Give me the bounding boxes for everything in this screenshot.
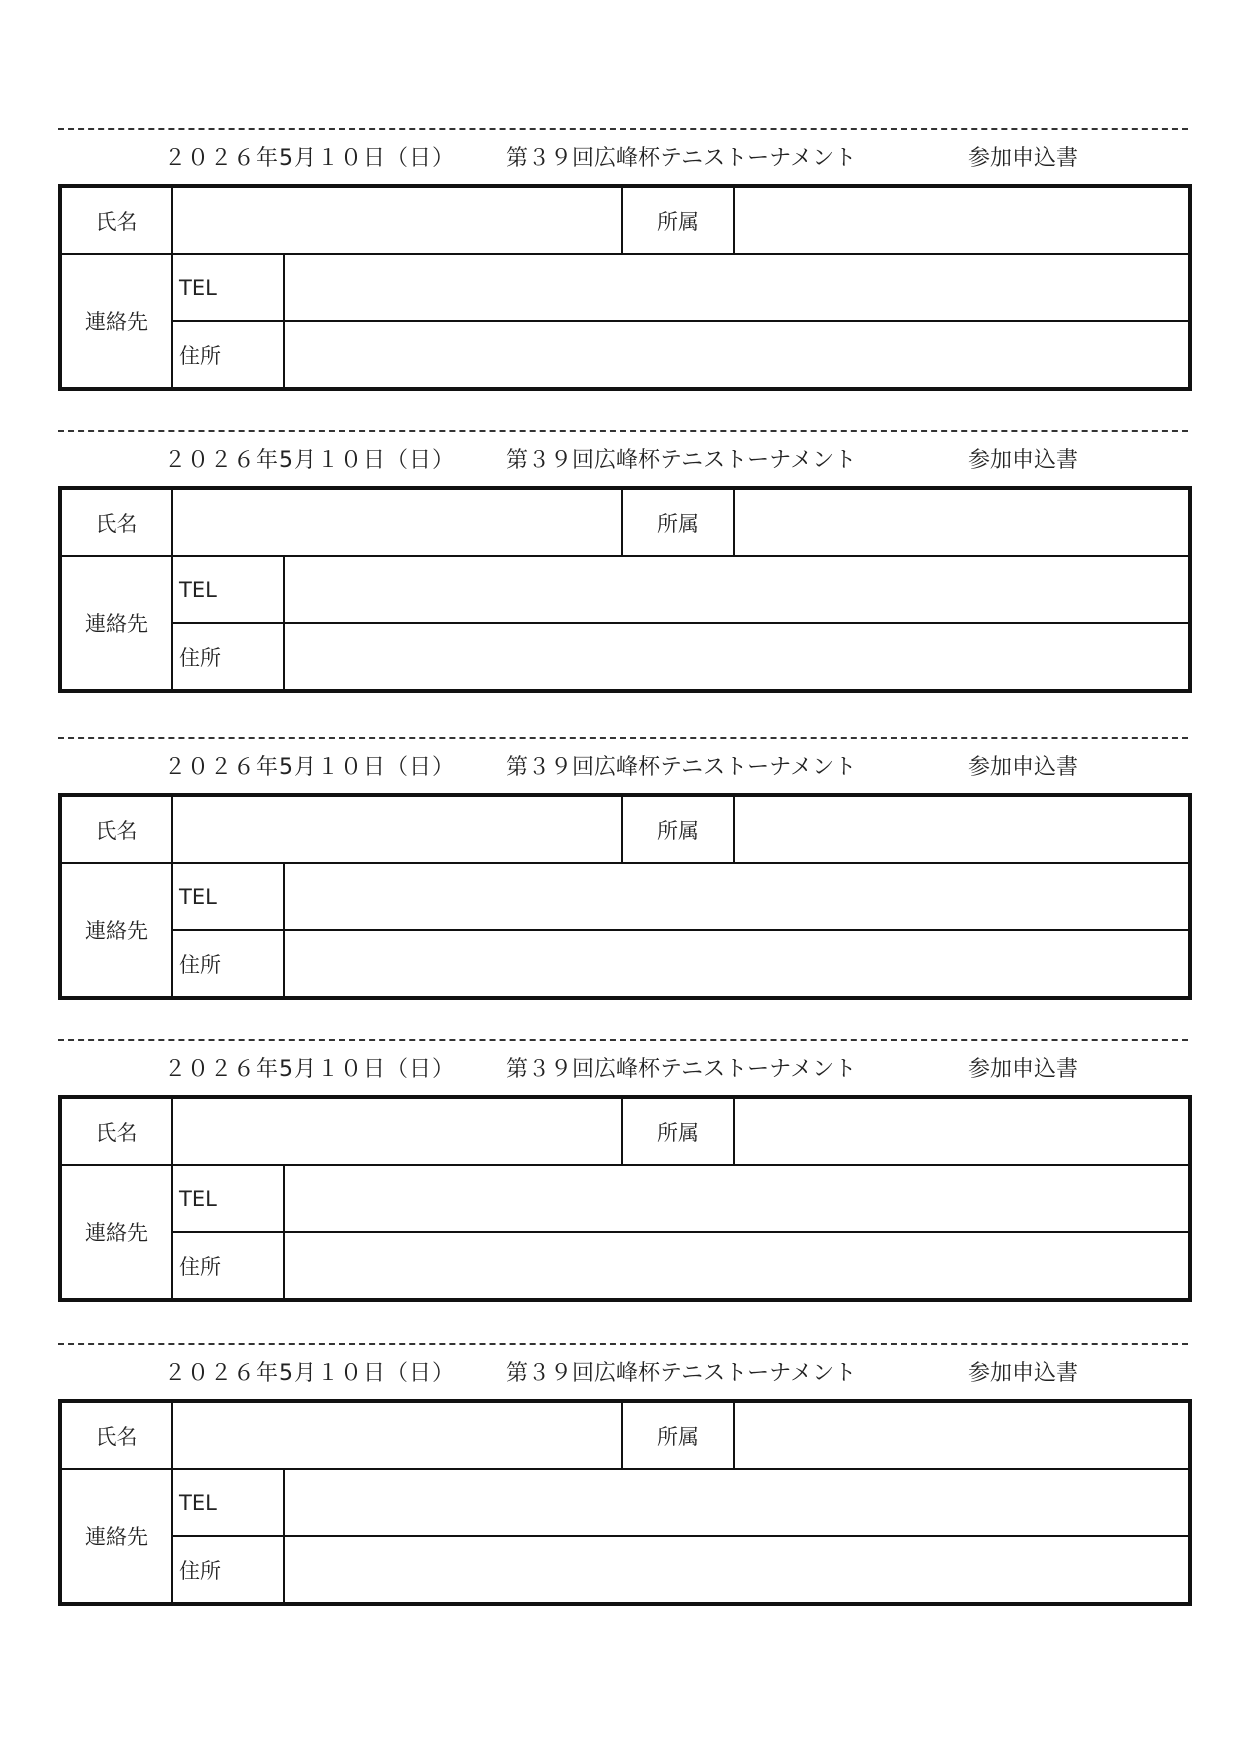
affiliation-field[interactable] [734, 186, 1190, 254]
tel-label: TEL [172, 556, 284, 623]
event-date: ２０２６年5月１０日（日） [164, 146, 455, 171]
address-label: 住所 [172, 930, 284, 998]
entry-table [58, 486, 1192, 693]
name-field[interactable] [172, 488, 622, 556]
entry-table [58, 184, 1192, 391]
name-label: 氏名 [60, 186, 172, 254]
tel-label: TEL [172, 1469, 284, 1536]
form-title: 参加申込書 [968, 1057, 1079, 1082]
form-heading [58, 1357, 1188, 1391]
form-title: 参加申込書 [968, 448, 1079, 473]
form-title: 参加申込書 [968, 146, 1079, 171]
tel-field[interactable] [284, 254, 1190, 321]
contact-label: 連絡先 [60, 556, 172, 691]
address-field[interactable] [284, 1232, 1190, 1300]
tel-field[interactable] [284, 1469, 1190, 1536]
form-title: 参加申込書 [968, 755, 1079, 780]
name-field[interactable] [172, 795, 622, 863]
cut-line [58, 128, 1188, 130]
form-heading [58, 1053, 1188, 1087]
form-heading [58, 444, 1188, 478]
address-field[interactable] [284, 623, 1190, 691]
affiliation-field[interactable] [734, 795, 1190, 863]
affiliation-label: 所属 [622, 795, 734, 863]
entry-table [58, 793, 1192, 1000]
tel-field[interactable] [284, 863, 1190, 930]
event-name: 第３９回広峰杯テニストーナメント [506, 1057, 857, 1082]
affiliation-label: 所属 [622, 1401, 734, 1469]
tel-label: TEL [172, 863, 284, 930]
cut-line [58, 430, 1188, 432]
tel-field[interactable] [284, 556, 1190, 623]
name-label: 氏名 [60, 1097, 172, 1165]
event-date: ２０２６年5月１０日（日） [164, 1057, 455, 1082]
affiliation-field[interactable] [734, 1097, 1190, 1165]
affiliation-label: 所属 [622, 1097, 734, 1165]
affiliation-field[interactable] [734, 488, 1190, 556]
tel-label: TEL [172, 254, 284, 321]
contact-label: 連絡先 [60, 863, 172, 998]
name-field[interactable] [172, 186, 622, 254]
contact-label: 連絡先 [60, 1469, 172, 1604]
event-date: ２０２６年5月１０日（日） [164, 1361, 455, 1386]
name-label: 氏名 [60, 488, 172, 556]
tel-field[interactable] [284, 1165, 1190, 1232]
name-label: 氏名 [60, 795, 172, 863]
form-heading [58, 142, 1188, 176]
affiliation-label: 所属 [622, 186, 734, 254]
cut-line [58, 1039, 1188, 1041]
address-label: 住所 [172, 1232, 284, 1300]
form-heading [58, 751, 1188, 785]
event-name: 第３９回広峰杯テニストーナメント [506, 448, 857, 473]
contact-label: 連絡先 [60, 254, 172, 389]
name-label: 氏名 [60, 1401, 172, 1469]
cut-line [58, 1343, 1188, 1345]
entry-table [58, 1095, 1192, 1302]
affiliation-field[interactable] [734, 1401, 1190, 1469]
address-label: 住所 [172, 1536, 284, 1604]
address-field[interactable] [284, 321, 1190, 389]
event-name: 第３９回広峰杯テニストーナメント [506, 146, 857, 171]
name-field[interactable] [172, 1097, 622, 1165]
address-label: 住所 [172, 623, 284, 691]
address-field[interactable] [284, 1536, 1190, 1604]
cut-line [58, 737, 1188, 739]
event-name: 第３９回広峰杯テニストーナメント [506, 1361, 857, 1386]
tel-label: TEL [172, 1165, 284, 1232]
event-date: ２０２６年5月１０日（日） [164, 755, 455, 780]
entry-table [58, 1399, 1192, 1606]
contact-label: 連絡先 [60, 1165, 172, 1300]
address-field[interactable] [284, 930, 1190, 998]
name-field[interactable] [172, 1401, 622, 1469]
affiliation-label: 所属 [622, 488, 734, 556]
address-label: 住所 [172, 321, 284, 389]
event-date: ２０２６年5月１０日（日） [164, 448, 455, 473]
event-name: 第３９回広峰杯テニストーナメント [506, 755, 857, 780]
form-title: 参加申込書 [968, 1361, 1079, 1386]
